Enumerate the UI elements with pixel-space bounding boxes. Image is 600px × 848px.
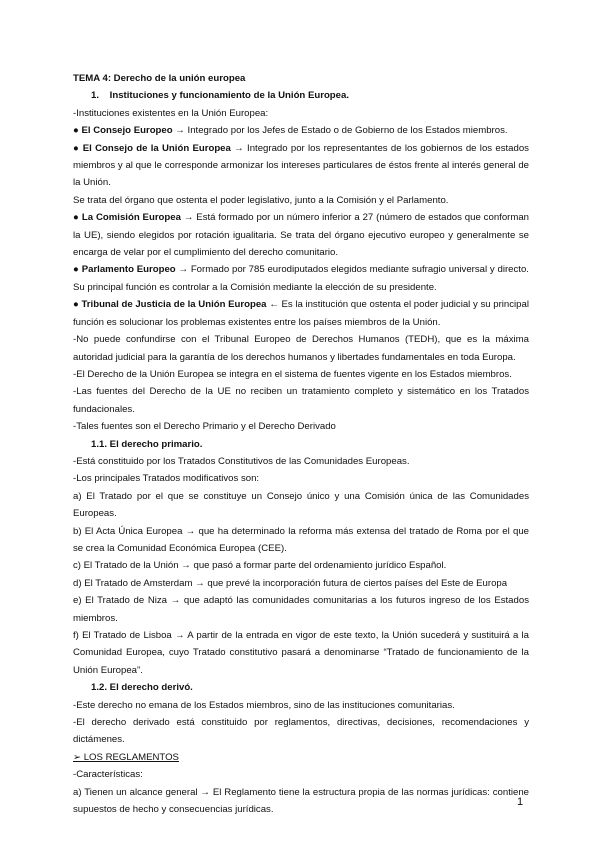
term-parlamento-europeo: ● Parlamento Europeo xyxy=(73,264,176,276)
term-consejo-europeo: ● El Consejo Europeo xyxy=(73,125,173,137)
paragraph-tales-fuentes: -Tales fuentes son el Derecho Primario y el Derecho Derivado xyxy=(73,421,336,433)
paragraph-fuentes: -Las fuentes del Derecho de la UE no reciben un tratamiento completo y sistemático en los Tratados fundacionales. xyxy=(73,386,529,415)
paragraph-constituido: -Está constituido por los Tratados Constitutivos de las Comunidades Europeas. xyxy=(73,455,410,467)
heading-derecho-derivado: 1.2. El derecho derivó. xyxy=(91,682,193,694)
paragraph-alcance-general: a) Tienen un alcance general → El Reglamento tiene la estructura propia de las normas jurídicas: contiene supuestos de hecho y consecuencias jurídicas. xyxy=(73,786,529,816)
text-tribunal-justicia: ← Es la institución que ostenta el poder judicial y su principal función es solucionar los problemas existentes entre los países miembros de la Unión. xyxy=(73,299,529,328)
paragraph-poder-legislativo: Se trata del órgano que ostenta el poder legislativo, junto a la Comisión y el Parlamento. xyxy=(73,194,449,206)
item-parlamento-europeo xyxy=(73,261,529,296)
term-tribunal-justicia: ● Tribunal de Justicia de la Unión Europea xyxy=(73,299,267,311)
list-item-tratado-f: f) El Tratado de Lisboa → A partir de la entrada en vigor de este texto, la Unión sucederá y sustituirá a la Comunidad Europea, cuyo Tratado constitutivo pasará a denominarse “Tratado de funcionamiento de la Unión Europea”. xyxy=(73,630,529,676)
document-body xyxy=(73,70,529,818)
document-title: TEMA 4: Derecho de la unión europea xyxy=(73,73,246,84)
paragraph-caracteristicas: -Características: xyxy=(73,769,143,781)
text-consejo-europeo: → Integrado por los Jefes de Estado o de Gobierno de los Estados miembros. xyxy=(172,125,508,137)
heading-instituciones: 1. Instituciones y funcionamiento de la Unión Europea. xyxy=(91,90,350,102)
list-item-tratado-e: e) El Tratado de Niza → que adaptó las comunidades comunitarias a los futuros ingreso de los Estados miembros. xyxy=(73,595,529,624)
page-number: 1 xyxy=(517,796,524,808)
text-consejo-union: → Integrado por los representantes de los gobiernos de los estados miembros y al que le corresponde armonizar los intereses particulares de éstos frente al interés general de la Unión. xyxy=(73,142,529,189)
item-tribunal-justicia xyxy=(73,296,529,331)
paragraph-integra: -El Derecho de la Unión Europea se integra en el sistema de fuentes vigente en los Estados miembros. xyxy=(73,368,512,380)
term-comision-europea: ● La Comisión Europea xyxy=(73,212,181,224)
text-parlamento-europeo: → Formado por 785 eurodiputados elegidos mediante sufragio universal y directo. Su principal función es controlar a la Comisión mediante la elección de su presidente. xyxy=(73,264,529,293)
heading-reglamentos: ➢ LOS REGLAMENTOS xyxy=(73,751,179,763)
paragraph-instituciones-intro: -Instituciones existentes en la Unión Europea: xyxy=(73,107,269,119)
paragraph-tedh: -No puede confundirse con el Tribunal Europeo de Derechos Humanos (TEDH), que es la máxima autoridad judicial para la garantía de los derechos humanos y libertades fundamentales en toda Europa. xyxy=(73,334,529,363)
list-item-tratado-c: c) El Tratado de la Unión → que pasó a formar parte del ordenamiento jurídico Español. xyxy=(73,560,447,572)
term-consejo-union: ● El Consejo de la Unión Europea xyxy=(73,142,231,154)
paragraph-principales-tratados: -Los principales Tratados modificativos son: xyxy=(73,473,260,485)
paragraph-derecho-derivado: -El derecho derivado está constituido por reglamentos, directivas, decisiones, recomendaciones y dictámenes. xyxy=(73,717,529,746)
paragraph-emana: -Este derecho no emana de los Estados miembros, sino de las instituciones comunitarias. xyxy=(73,699,455,711)
list-item-tratado-b: b) El Acta Única Europea → que ha determinado la reforma más extensa del tratado de Roma por el que se crea la Comunidad Económica Europea (CEE). xyxy=(73,525,529,554)
heading-derecho-primario: 1.1. El derecho primario. xyxy=(91,438,203,450)
list-item-tratado-d: d) El Tratado de Amsterdam → que prevé la incorporación futura de ciertos países del Este de Europa xyxy=(73,577,508,589)
item-consejo-union xyxy=(73,140,529,192)
list-item-tratado-a: a) El Tratado por el que se constituye un Consejo único y una Comisión única de las Comunidades Europeas. xyxy=(73,490,529,520)
text-comision-europea: → Está formado por un número inferior a 27 (número de estados que conforman la UE), siendo elegidos por rotación igualitaria. Se trata del órgano ejecutivo europeo y generalmente se encarga de velar por el cumplimiento del derecho comunitario. xyxy=(73,212,530,259)
item-consejo-europeo xyxy=(73,122,529,139)
item-comision-europea xyxy=(73,209,529,261)
